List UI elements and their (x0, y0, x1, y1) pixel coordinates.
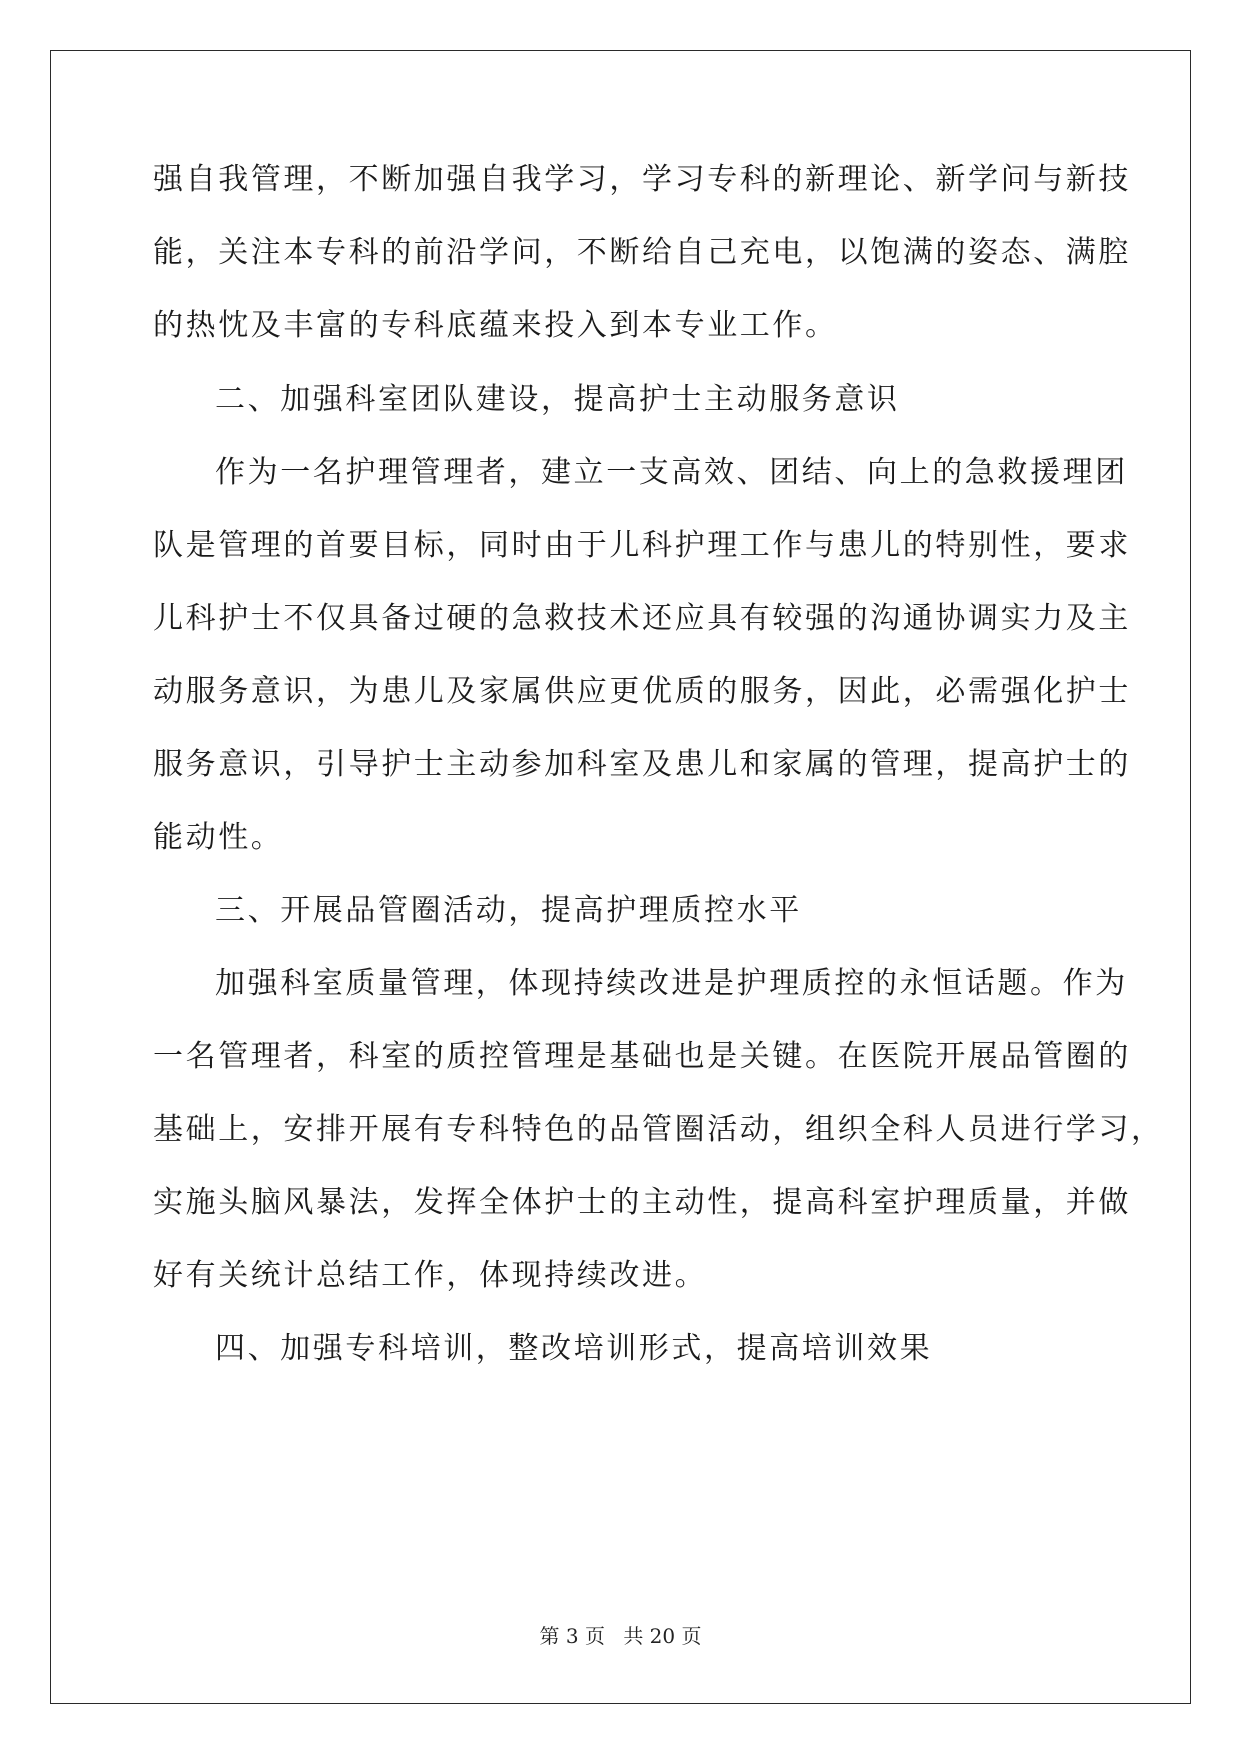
section-heading: 四、加强专科培训，整改培训形式，提高培训效果 (215, 1331, 933, 1366)
page-border (50, 50, 1191, 1704)
text-line: 强自我管理，不断加强自我学习，学习专科的新理论、新学问与新技 (153, 162, 1131, 197)
text-line: 加强科室质量管理，体现持续改进是护理质控的永恒话题。作为 (215, 966, 1128, 1001)
text-line: 的热忱及丰富的专科底蕴来投入到本专业工作。 (153, 308, 838, 343)
text-line: 作为一名护理管理者，建立一支高效、团结、向上的急救援理团 (215, 455, 1128, 490)
section-heading: 二、加强科室团队建设，提高护士主动服务意识 (215, 382, 900, 417)
text-line: 基础上，安排开展有专科特色的品管圈活动，组织全科人员进行学习， (153, 1112, 1164, 1147)
page-total: 共 20 页 (623, 1624, 702, 1648)
page-footer (0, 1620, 1241, 1649)
text-line: 一名管理者，科室的质控管理是基础也是关键。在医院开展品管圈的 (153, 1039, 1131, 1074)
text-line: 能动性。 (153, 820, 284, 855)
text-line: 实施头脑风暴法，发挥全体护士的主动性，提高科室护理质量，并做 (153, 1185, 1131, 1220)
text-line: 能，关注本专科的前沿学问，不断给自己充电，以饱满的姿态、满腔 (153, 235, 1131, 270)
page-number: 第 3 页 (539, 1624, 605, 1648)
text-line: 儿科护士不仅具备过硬的急救技术还应具有较强的沟通协调实力及主 (153, 601, 1131, 636)
text-line: 动服务意识，为患儿及家属供应更优质的服务，因此，必需强化护士 (153, 674, 1131, 709)
text-line: 服务意识，引导护士主动参加科室及患儿和家属的管理，提高护士的 (153, 747, 1131, 782)
section-heading: 三、开展品管圈活动，提高护理质控水平 (215, 893, 802, 928)
text-line: 队是管理的首要目标，同时由于儿科护理工作与患儿的特别性，要求 (153, 528, 1131, 563)
text-line: 好有关统计总结工作，体现持续改进。 (153, 1258, 708, 1293)
